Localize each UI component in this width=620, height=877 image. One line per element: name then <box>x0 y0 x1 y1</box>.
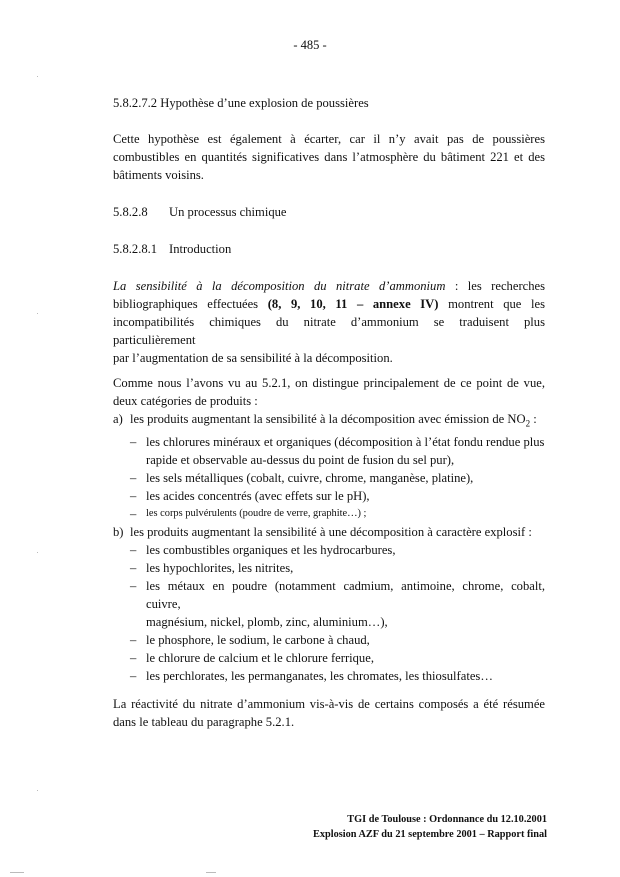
line-text: montrent que les <box>438 297 546 311</box>
paragraph-line: incompatibilités chimiques du nitrate d’ammonium se traduisent plus particulièrement <box>113 315 545 347</box>
list-item <box>113 559 545 577</box>
scan-speck <box>206 872 216 873</box>
item-line: les combustibles organiques et les hydrocarbures, <box>146 542 396 557</box>
paragraph-line: combustibles en quantités significatives dans l’atmosphère du bâtiment 221 et des <box>113 150 545 164</box>
bullet-dash: – <box>130 542 137 557</box>
footer-line: Explosion AZF du 21 septembre 2001 – Rapport final <box>313 829 547 840</box>
footer-line: TGI de Toulouse : Ordonnance du 12.10.2001 <box>347 814 547 825</box>
scan-speck <box>37 313 38 314</box>
paragraph-line: Comme nous l’avons vu au 5.2.1, on distingue principalement de ce point de vue, <box>113 376 545 390</box>
sensitivity-paragraph <box>113 277 545 367</box>
scan-speck <box>37 552 38 553</box>
list-marker: b) <box>113 524 124 539</box>
list-item <box>113 667 545 685</box>
item-line: les perchlorates, les permanganates, les chromates, les thiosulfates… <box>146 668 493 683</box>
list-item <box>113 469 545 487</box>
list-item <box>113 577 545 631</box>
references-bold: (8, 9, 10, 11 – annexe IV) <box>267 297 439 311</box>
paragraph-line: Cette hypothèse est également à écarter, car il n’y avait pas de poussières <box>113 132 545 146</box>
list-marker: a) <box>113 412 123 426</box>
section-heading-chemical-process <box>113 203 545 221</box>
item-line: les chlorures minéraux et organiques (décomposition à l’état fondu rendue plus <box>146 434 545 449</box>
bullet-dash: – <box>130 578 137 593</box>
bullet-dash: – <box>130 506 137 521</box>
scan-speck <box>10 872 24 873</box>
section-heading-introduction <box>113 240 545 258</box>
bullet-dash: – <box>130 668 137 683</box>
item-line: les acides concentrés (avec effets sur le pH), <box>146 488 370 503</box>
paragraph-line: bâtiments voisins. <box>113 168 204 182</box>
item-line: les hypochlorites, les nitrites, <box>146 560 294 575</box>
list-item <box>113 631 545 649</box>
paragraph-line: dans le tableau du paragraphe 5.2.1. <box>113 715 295 729</box>
line-text: bibliographiques effectuées <box>113 297 268 311</box>
reactivity-paragraph <box>113 695 545 731</box>
section-number: 5.8.2.8 <box>113 205 148 219</box>
category-a <box>113 410 545 433</box>
bullet-dash: – <box>130 434 137 449</box>
dust-hypothesis-paragraph <box>113 130 545 184</box>
page-number: - 485 - <box>293 38 327 52</box>
section-number: 5.8.2.8.1 <box>113 242 158 256</box>
item-line: magnésium, nickel, plomb, zinc, aluminium…), <box>146 614 388 629</box>
paragraph-line: par l’augmentation de sa sensibilité à la décomposition. <box>113 351 393 365</box>
item-line: les métaux en poudre (notamment cadmium, antimoine, chrome, cobalt, cuivre, <box>146 578 545 611</box>
section-title: Un processus chimique <box>169 205 287 219</box>
item-line: les corps pulvérulents (poudre de verre, graphite…) ; <box>146 507 367 519</box>
item-line: rapide et observable au-dessus du point de fusion du sel pur), <box>146 452 455 467</box>
category-label: les produits augmentant la sensibilité à la décomposition avec émission de NO <box>130 412 526 426</box>
category-label: les produits augmentant la sensibilité à une décomposition à caractère explosif : <box>130 524 532 539</box>
paragraph-line: deux catégories de produits : <box>113 394 258 408</box>
bullet-dash: – <box>130 488 137 503</box>
line-text: : les recherches <box>445 279 546 293</box>
bullet-dash: – <box>130 470 137 485</box>
categories-block <box>113 374 545 685</box>
section-title: Introduction <box>169 242 232 256</box>
list-item <box>113 649 545 667</box>
italic-lead: La sensibilité à la décomposition du nitrate d’ammonium <box>113 279 446 293</box>
subscript: 2 <box>525 418 531 429</box>
bullet-dash: – <box>130 632 137 647</box>
section-heading-dust-explosion: 5.8.2.7.2 Hypothèse d’une explosion de poussières <box>113 96 369 110</box>
scan-speck <box>37 790 38 791</box>
paragraph-line <box>113 295 545 313</box>
list-item <box>113 541 545 559</box>
list-item <box>113 487 545 505</box>
list-item <box>113 433 545 469</box>
paragraph-line: La réactivité du nitrate d’ammonium vis-à-vis de certains composés a été résumée <box>113 697 545 711</box>
bullet-dash: – <box>130 650 137 665</box>
page-footer <box>313 812 547 842</box>
item-line: le phosphore, le sodium, le carbone à chaud, <box>146 632 370 647</box>
bullet-dash: – <box>130 560 137 575</box>
list-item <box>113 505 545 523</box>
category-b <box>113 523 545 541</box>
category-label-end: : <box>530 412 537 426</box>
scan-speck <box>37 76 38 77</box>
paragraph-line <box>113 277 545 295</box>
item-line: les sels métalliques (cobalt, cuivre, chrome, manganèse, platine), <box>146 470 474 485</box>
item-line: le chlorure de calcium et le chlorure ferrique, <box>146 650 374 665</box>
